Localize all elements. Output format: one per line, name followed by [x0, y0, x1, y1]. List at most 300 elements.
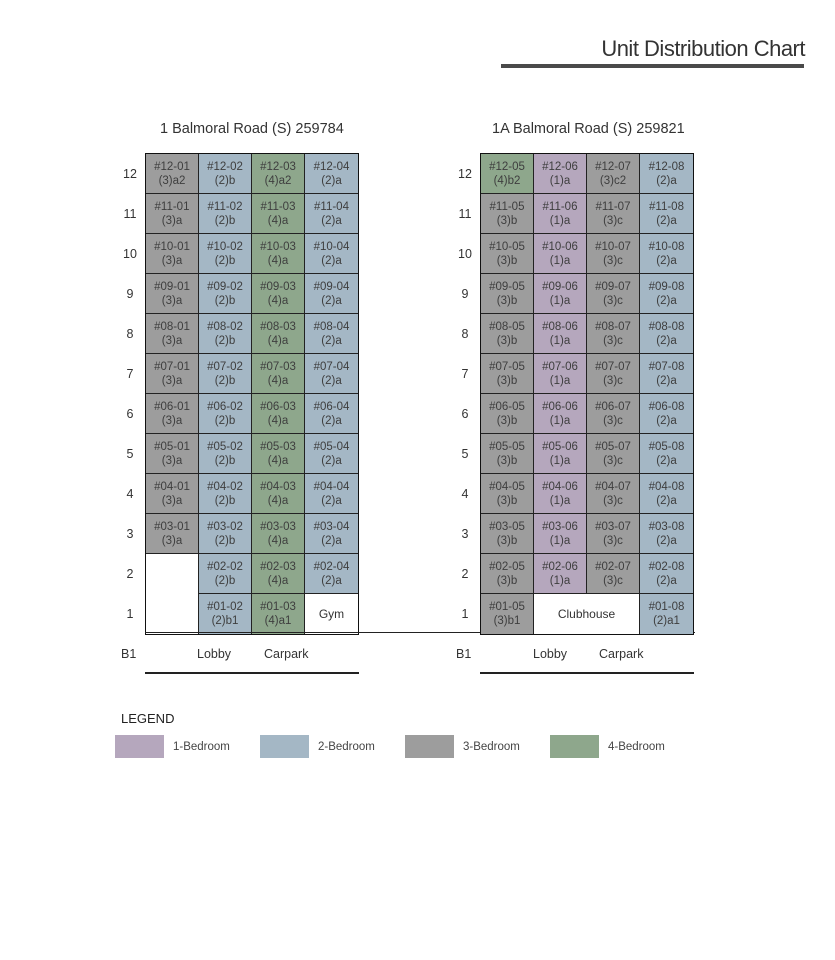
unit-number: #05-01 [154, 440, 190, 453]
unit-type: (3)b [496, 214, 518, 227]
unit-cell [146, 234, 199, 274]
unit-type: (2)b [214, 494, 236, 507]
unit-number: #02-03 [260, 560, 296, 573]
empty-cell [146, 594, 199, 634]
unit-cell [305, 234, 358, 274]
unit-number: #02-02 [207, 560, 243, 573]
unit-type: (4)a [267, 454, 289, 467]
unit-cell [199, 234, 252, 274]
floor-label: 11 [458, 207, 472, 221]
unit-cell [587, 514, 640, 554]
unit-cell [481, 274, 534, 314]
unit-number: #11-05 [489, 200, 525, 213]
unit-number: #04-07 [595, 480, 631, 493]
unit-type: (3)a [161, 534, 183, 547]
building-title-1: 1 Balmoral Road (S) 259784 [160, 121, 344, 137]
unit-cell [587, 554, 640, 594]
unit-number: #09-05 [489, 280, 525, 293]
unit-cell [252, 434, 305, 474]
unit-number: #12-01 [154, 160, 190, 173]
unit-cell [199, 434, 252, 474]
unit-cell [587, 314, 640, 354]
unit-cell [481, 314, 534, 354]
unit-type: (2)a [321, 294, 342, 307]
unit-type: (3)a [161, 414, 183, 427]
unit-cell [305, 314, 358, 354]
unit-type: (3)b [496, 254, 518, 267]
unit-number: #01-03 [260, 601, 296, 613]
unit-type: (3)b [496, 414, 518, 427]
unit-type: (3)a [161, 254, 183, 267]
legend-item [550, 735, 665, 758]
unit-number: #11-04 [314, 200, 349, 213]
unit-number: #06-04 [313, 400, 350, 413]
unit-cell [481, 354, 534, 394]
floor-label: 8 [461, 327, 469, 341]
unit-cell [534, 394, 587, 434]
unit-cell [252, 554, 305, 594]
unit-cell [640, 274, 693, 314]
unit-cell [252, 194, 305, 234]
legend-item [260, 735, 375, 758]
unit-type: (2)a [656, 294, 677, 307]
unit-number: #07-02 [207, 360, 243, 373]
floor-label: 10 [123, 247, 137, 261]
unit-cell [199, 274, 252, 314]
unit-number: #09-07 [595, 280, 631, 293]
unit-number: #03-01 [154, 520, 190, 533]
unit-cell [481, 594, 534, 634]
unit-cell [305, 554, 358, 594]
unit-number: #02-08 [648, 560, 685, 573]
unit-cell [587, 274, 640, 314]
unit-number: #01-08 [648, 601, 685, 613]
legend-item [405, 735, 520, 758]
unit-type: (3)c [603, 494, 623, 507]
unit-type: (3)b [496, 294, 518, 307]
floor-label: 7 [461, 367, 469, 381]
floor-label: 11 [123, 207, 137, 221]
unit-cell [146, 474, 199, 514]
unit-type: (3)b [496, 334, 518, 347]
unit-type: (2)a [321, 374, 342, 387]
unit-number: #07-04 [313, 360, 350, 373]
unit-number: #11-03 [260, 200, 296, 213]
unit-type: (4)a [267, 414, 289, 427]
unit-cell [640, 394, 693, 434]
unit-type: (2)a [656, 574, 677, 587]
unit-cell [640, 354, 693, 394]
empty-cell [146, 554, 199, 594]
unit-cell [199, 314, 252, 354]
unit-type: (2)b [214, 294, 236, 307]
unit-cell [252, 234, 305, 274]
unit-number: #11-02 [207, 200, 243, 213]
unit-cell [587, 234, 640, 274]
unit-cell [252, 394, 305, 434]
unit-cell [199, 354, 252, 394]
unit-number: #06-08 [648, 400, 685, 413]
unit-type: (2)a [656, 414, 677, 427]
floor-label: 1 [126, 607, 134, 621]
unit-type: (2)b [214, 174, 236, 187]
unit-cell [305, 434, 358, 474]
unit-cell [305, 514, 358, 554]
unit-number: #11-06 [542, 200, 578, 213]
unit-number: #05-02 [207, 440, 243, 453]
unit-number: #12-05 [489, 160, 525, 173]
unit-number: #09-02 [207, 280, 243, 293]
floor-label: 8 [126, 327, 134, 341]
floor-label: 6 [126, 407, 134, 421]
unit-type: (3)a2 [158, 174, 186, 187]
unit-number: #08-01 [154, 320, 190, 333]
unit-number: #09-01 [154, 280, 190, 293]
unit-number: #05-07 [595, 440, 631, 453]
unit-number: #10-03 [260, 240, 296, 253]
unit-number: #05-08 [648, 440, 685, 453]
unit-number: #06-07 [595, 400, 631, 413]
unit-type: (2)b [214, 454, 236, 467]
unit-type: (3)c [603, 534, 623, 547]
legend-label: 4-Bedroom [608, 740, 665, 753]
unit-type: (4)a [267, 534, 289, 547]
floor-label: 5 [461, 447, 469, 461]
unit-number: #04-01 [154, 480, 190, 493]
unit-cell [481, 194, 534, 234]
floor-label: 9 [126, 287, 134, 301]
unit-cell [534, 154, 587, 194]
unit-type: (2)a [321, 214, 342, 227]
unit-type: (3)a [161, 454, 183, 467]
unit-number: #02-04 [313, 560, 350, 573]
unit-type: (4)a [267, 574, 289, 587]
basement-carpark-label-2: Carpark [599, 647, 644, 661]
unit-number: #05-06 [542, 440, 578, 453]
unit-cell [587, 194, 640, 234]
unit-cell [534, 434, 587, 474]
unit-type: (2)b [214, 214, 236, 227]
unit-type: (2)a [321, 254, 342, 267]
unit-type: (4)a1 [264, 615, 292, 627]
unit-number: #03-07 [595, 520, 631, 533]
unit-cell [305, 274, 358, 314]
unit-type: (1)a [549, 494, 571, 507]
unit-type: (3)c [603, 374, 623, 387]
unit-cell [252, 354, 305, 394]
unit-cell [481, 554, 534, 594]
unit-cell [640, 474, 693, 514]
unit-type: (1)a [549, 574, 571, 587]
unit-number: #10-02 [207, 240, 243, 253]
unit-type: (1)a [549, 174, 571, 187]
unit-cell [481, 474, 534, 514]
unit-number: #04-04 [313, 480, 350, 493]
unit-cell [481, 154, 534, 194]
unit-type: (1)a [549, 374, 571, 387]
unit-type: (2)a [656, 494, 677, 507]
unit-type: (1)a [549, 334, 571, 347]
unit-cell [199, 514, 252, 554]
legend-swatch [550, 735, 599, 758]
unit-number: #06-05 [489, 400, 525, 413]
unit-number: #08-02 [207, 320, 243, 333]
unit-number: #03-03 [260, 520, 296, 533]
floor-label: 2 [126, 567, 134, 581]
unit-cell [481, 234, 534, 274]
unit-number: #02-07 [595, 560, 631, 573]
unit-cell [199, 554, 252, 594]
unit-type: (2)a [321, 574, 342, 587]
unit-type: (1)a [549, 534, 571, 547]
unit-cell [305, 474, 358, 514]
unit-type: (2)b [214, 534, 236, 547]
unit-cell [199, 154, 252, 194]
unit-type: (2)a [656, 174, 677, 187]
floor-label: 12 [123, 167, 137, 181]
amenity-cell: Clubhouse [534, 594, 640, 634]
unit-cell [252, 514, 305, 554]
unit-type: (3)b [496, 534, 518, 547]
unit-type: (2)a [656, 374, 677, 387]
page-title: Unit Distribution Chart [601, 36, 805, 61]
unit-type: (2)a [656, 214, 677, 227]
unit-cell [640, 194, 693, 234]
unit-cell [305, 354, 358, 394]
unit-cell [481, 394, 534, 434]
unit-type: (3)a [161, 334, 183, 347]
unit-type: (2)a [321, 534, 342, 547]
unit-cell [587, 474, 640, 514]
unit-type: (2)a [656, 254, 677, 267]
unit-type: (4)a [267, 294, 289, 307]
unit-cell [640, 234, 693, 274]
unit-number: #01-02 [207, 601, 243, 613]
basement-line-2 [480, 672, 694, 674]
unit-number: #04-08 [648, 480, 685, 493]
floor-label: 3 [126, 527, 134, 541]
unit-number: #06-02 [207, 400, 243, 413]
unit-cell [146, 434, 199, 474]
building-title-2: 1A Balmoral Road (S) 259821 [492, 121, 685, 137]
unit-type: (1)a [549, 454, 571, 467]
unit-number: #07-07 [595, 360, 631, 373]
unit-cell [146, 354, 199, 394]
unit-cell [640, 154, 693, 194]
unit-type: (2)b [214, 374, 236, 387]
unit-number: #02-06 [542, 560, 578, 573]
floor-label: 2 [461, 567, 469, 581]
unit-cell [252, 154, 305, 194]
unit-number: #08-03 [260, 320, 296, 333]
unit-type: (3)c [603, 414, 623, 427]
unit-cell [146, 514, 199, 554]
unit-number: #08-06 [542, 320, 578, 333]
unit-number: #11-07 [595, 200, 631, 213]
unit-number: #03-02 [207, 520, 243, 533]
unit-type: (4)a2 [264, 174, 292, 187]
unit-cell [146, 394, 199, 434]
unit-cell [305, 394, 358, 434]
title-underline [501, 64, 804, 68]
unit-type: (2)a [656, 334, 677, 347]
unit-type: (3)b [496, 574, 518, 587]
floor-label: 4 [126, 487, 134, 501]
legend-swatch [260, 735, 309, 758]
unit-grid-building-1 [145, 153, 359, 635]
unit-number: #05-05 [489, 440, 525, 453]
unit-number: #04-06 [542, 480, 578, 493]
unit-number: #10-06 [542, 240, 578, 253]
unit-cell [534, 514, 587, 554]
unit-number: #10-04 [313, 240, 350, 253]
basement-floor-label-2: B1 [456, 647, 472, 661]
unit-number: #04-02 [207, 480, 243, 493]
unit-type: (3)a [161, 374, 183, 387]
unit-number: #07-08 [648, 360, 685, 373]
unit-cell [640, 594, 693, 634]
unit-number: #09-03 [260, 280, 296, 293]
unit-type: (1)a [549, 294, 571, 307]
unit-type: (3)c [603, 254, 623, 267]
unit-cell [146, 154, 199, 194]
unit-type: (4)a [267, 374, 289, 387]
unit-type: (3)b1 [493, 615, 521, 627]
unit-number: #08-04 [313, 320, 350, 333]
unit-number: #03-06 [542, 520, 578, 533]
legend-item [115, 735, 230, 758]
unit-number: #04-03 [260, 480, 296, 493]
floor-label: 4 [461, 487, 469, 501]
unit-type: (4)a [267, 334, 289, 347]
unit-number: #12-02 [207, 160, 243, 173]
unit-type: (3)a [161, 294, 183, 307]
unit-number: #09-08 [648, 280, 685, 293]
unit-type: (3)c [603, 454, 623, 467]
unit-cell [199, 474, 252, 514]
floor-label: 3 [461, 527, 469, 541]
unit-number: #08-07 [595, 320, 631, 333]
unit-type: (2)a [656, 534, 677, 547]
unit-number: #08-05 [489, 320, 525, 333]
unit-cell [534, 234, 587, 274]
unit-type: (3)a [161, 494, 183, 507]
floor-label: 10 [458, 247, 472, 261]
unit-cell [199, 194, 252, 234]
unit-cell [481, 514, 534, 554]
unit-cell [587, 434, 640, 474]
unit-cell [199, 594, 252, 634]
unit-cell [587, 154, 640, 194]
unit-number: #12-08 [648, 160, 685, 173]
unit-type: (1)a [549, 254, 571, 267]
unit-number: #06-03 [260, 400, 296, 413]
unit-cell [534, 474, 587, 514]
unit-type: (2)b [214, 574, 236, 587]
unit-cell [305, 154, 358, 194]
unit-number: #03-08 [648, 520, 685, 533]
basement-lobby-label-1: Lobby [197, 647, 232, 661]
unit-type: (3)c2 [599, 174, 627, 187]
unit-type: (3)c [603, 574, 623, 587]
unit-cell [640, 434, 693, 474]
unit-number: #04-05 [489, 480, 525, 493]
unit-type: (2)b [214, 414, 236, 427]
unit-number: #02-05 [489, 560, 525, 573]
unit-cell [534, 554, 587, 594]
unit-type: (2)b1 [211, 615, 239, 627]
unit-number: #07-05 [489, 360, 525, 373]
unit-type: (4)a [267, 254, 289, 267]
unit-cell [534, 274, 587, 314]
unit-cell [481, 434, 534, 474]
unit-number: #11-08 [649, 200, 684, 213]
unit-cell [640, 554, 693, 594]
legend-title: LEGEND [121, 711, 175, 726]
unit-number: #06-06 [542, 400, 578, 413]
unit-type: (2)b [214, 334, 236, 347]
unit-cell [146, 274, 199, 314]
unit-type: (2)b [214, 254, 236, 267]
unit-number: #05-04 [313, 440, 350, 453]
unit-number: #03-05 [489, 520, 525, 533]
unit-cell [640, 314, 693, 354]
unit-type: (3)c [603, 294, 623, 307]
unit-number: #05-03 [260, 440, 296, 453]
unit-number: #12-06 [542, 160, 578, 173]
unit-type: (2)a [321, 174, 342, 187]
legend-label: 2-Bedroom [318, 740, 375, 753]
unit-number: #10-07 [595, 240, 631, 253]
unit-number: #11-01 [154, 200, 190, 213]
unit-cell [587, 394, 640, 434]
legend-swatch [405, 735, 454, 758]
amenity-cell: Gym [305, 594, 358, 634]
unit-number: #09-04 [313, 280, 350, 293]
legend-swatch [115, 735, 164, 758]
floor-label: 7 [126, 367, 134, 381]
unit-type: (4)b2 [493, 174, 521, 187]
unit-type: (3)b [496, 494, 518, 507]
basement-line-1 [145, 672, 359, 674]
unit-cell [534, 354, 587, 394]
unit-type: (3)b [496, 454, 518, 467]
floor-label: 6 [461, 407, 469, 421]
unit-number: #09-06 [542, 280, 578, 293]
unit-number: #03-04 [313, 520, 350, 533]
unit-cell [146, 194, 199, 234]
unit-type: (4)a [267, 494, 289, 507]
unit-number: #10-01 [154, 240, 190, 253]
unit-cell [534, 314, 587, 354]
unit-type: (2)a [321, 494, 342, 507]
unit-number: #08-08 [648, 320, 685, 333]
unit-type: (2)a [656, 454, 677, 467]
unit-type: (1)a [549, 214, 571, 227]
unit-number: #01-05 [489, 601, 525, 613]
unit-cell [252, 274, 305, 314]
floor-label: 9 [461, 287, 469, 301]
unit-number: #12-03 [260, 160, 296, 173]
basement-carpark-label-1: Carpark [264, 647, 309, 661]
unit-cell [252, 314, 305, 354]
unit-cell [640, 514, 693, 554]
unit-number: #10-08 [648, 240, 685, 253]
unit-type: (2)a [321, 454, 342, 467]
unit-cell [587, 354, 640, 394]
unit-grid-building-2 [480, 153, 694, 635]
unit-type: (2)a [321, 334, 342, 347]
